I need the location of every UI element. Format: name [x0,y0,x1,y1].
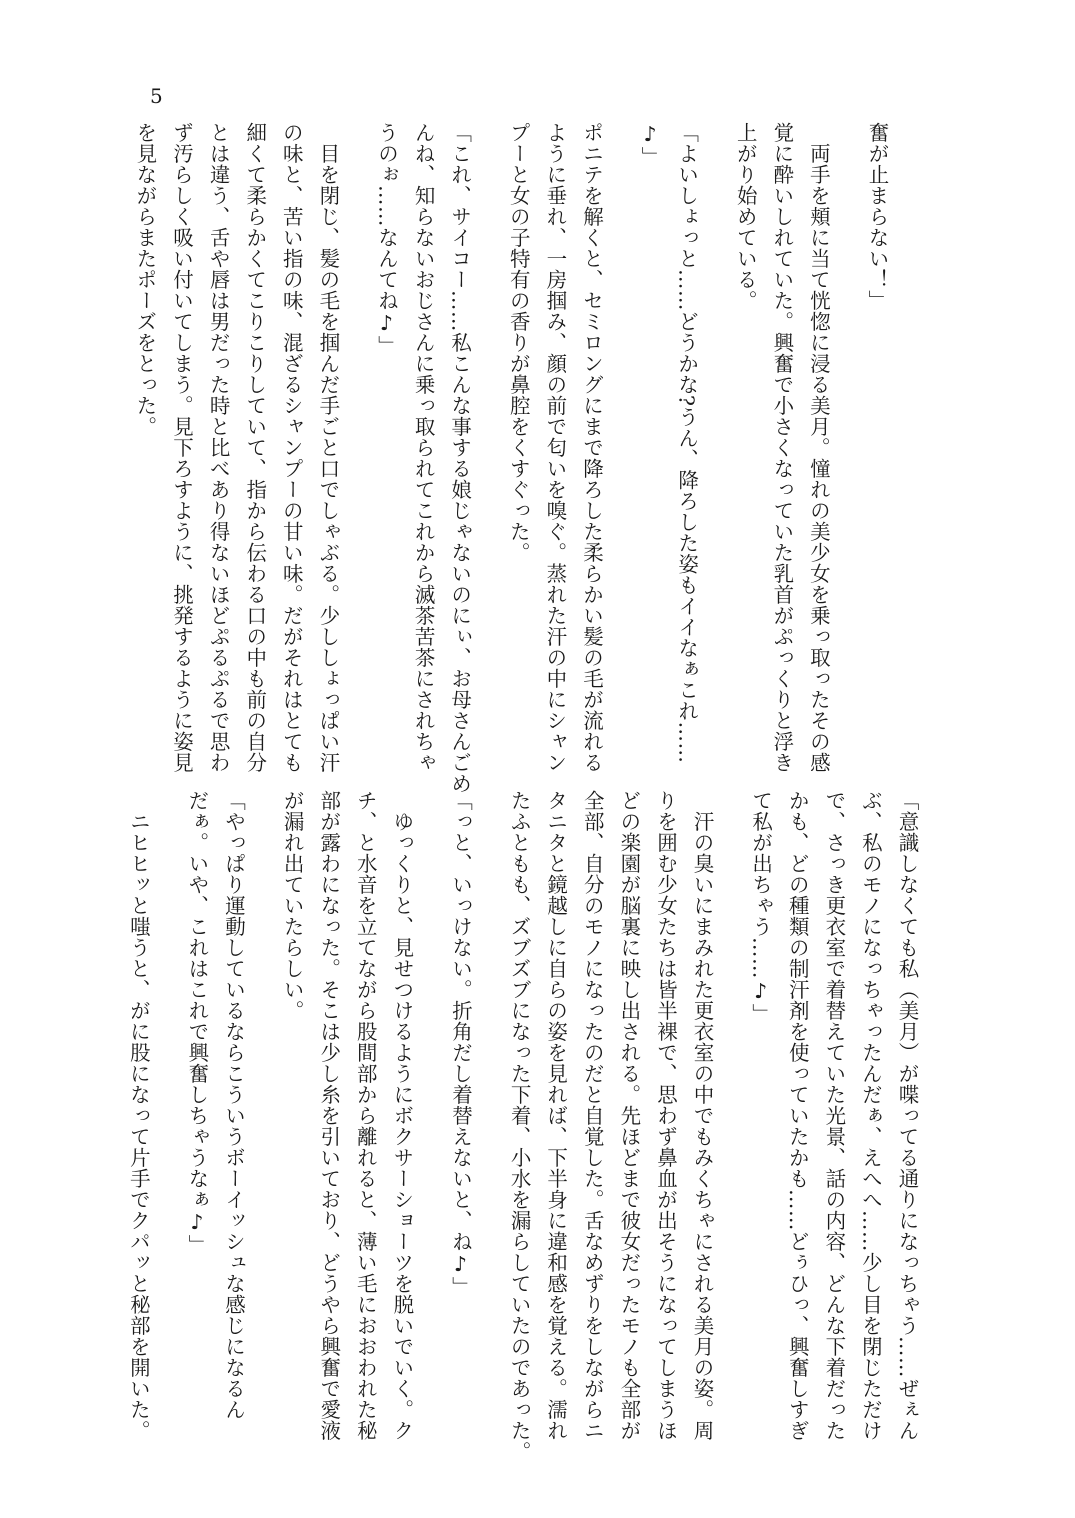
text-line: 「っと、いっけない。折角だし着替えないと、ね♪」 [448,790,473,1298]
paragraph-gap [609,122,631,744]
text-line: 「よいしょっと……どうかな?うん、降ろした姿もイイなぁこれ…… [674,122,699,764]
text-line: たふともも、ズブズブになった下着、小水を漏らしていたのであった。 [507,790,532,1462]
text-line: うのぉ……なんてね♪」 [374,122,399,357]
text-line: て私が出ちゃう……♪」 [748,790,773,1025]
text-line: が漏れ出ていたらしい。 [280,790,305,1021]
text-line: プーと女の子特有の香りが鼻腔をくすぐった。 [506,122,531,563]
text-line: 覚に酔いしれていた。興奮で小さくなっていた乳首がぷっくりと浮き [769,122,794,773]
text-line: ゆっくりと、見せつけるようにボクサーショーツを脱いでいく。ク [389,790,414,1441]
text-line: 汗の臭いにまみれた更衣室の中でもみくちゃにされる美月の姿。周 [690,790,715,1441]
text-line: 「やっぱり運動しているならこういうボーイッシュな感じになるん [221,790,246,1420]
paragraph-gap [836,122,858,744]
text-line: で、さっき更衣室で着替えていた光景、話の内容、どんな下着だった [821,790,846,1441]
paragraph-gap [478,790,500,1430]
text-block-top [132,122,895,794]
text-line: 部が露わになった。そこは少し糸を引いており、どうやら興奮で愛液 [316,790,341,1441]
text-line: を見ながらまたポーズをとった。 [132,122,157,437]
text-line: 「これ、サイコー……私こんな事する娘じゃないのにぃ、お母さんごめ [447,122,472,794]
paragraph-gap [478,122,500,744]
text-line: 細くて柔らかくてこりこりしていて、指から伝わる口の中も前の自分 [242,122,267,773]
text-line: んね、知らないおじさんに乗っ取られてこれから滅茶苦茶にされちゃ [411,122,436,773]
text-line: ように垂れ、一房掴み、顔の前で匂いを嗅ぐ。蒸れた汗の中にシャン [542,122,567,773]
text-line: 全部、自分のモノになったのだと自覚した。舌なめずりをしながらニ [580,790,605,1441]
paragraph-gap [705,122,727,744]
text-line: 両手を頬に当て恍惚に浸る美月。憧れの美少女を乗っ取ったその感 [806,122,831,773]
text-line: タニタと鏡越しに自らの姿を見れば、下半身に違和感を覚える。濡れ [543,790,568,1441]
text-line: りを囲む少女たちは皆半裸で、思わず鼻血が出そうになってしまうほ [653,790,678,1441]
text-line: 目を閉じ、髪の毛を掴んだ手ごと口でしゃぶる。少ししょっぱい汗 [315,122,340,773]
paragraph-gap [156,790,178,1430]
page-number: 5 [150,84,163,108]
text-line: ニヒヒッと嗤うと、がに股になって片手でクパッと秘部を開いた。 [126,790,151,1441]
text-line: ♪」 [638,122,663,168]
text-line: 奮が止まらない！」 [865,122,889,311]
text-line: かも、どの種類の制汗剤を使っていたかも……どぅひっ、興奮しすぎ [785,790,810,1441]
text-line: ぶ、私のモノになっちゃったんだぁ、えへへ……少し目を閉じただけ [858,790,883,1441]
paragraph-gap [252,790,274,1430]
text-line: 「意識しなくても私（美月）が喋ってる通りになっちゃう……ぜぇん [895,790,919,1441]
text-line: チ、と水音を立てながら股間部から離れると、薄い毛におおわれた秘 [353,790,378,1441]
text-line: ず汚らしく吸い付いてしまう。見下ろすように、挑発するように姿見 [169,122,194,773]
paragraph-gap [346,122,368,744]
text-line: ポニテを解くと、セミロングにまで降ろした柔らかい髪の毛が流れる [579,122,604,773]
text-line: 上がり始めている。 [733,122,758,311]
text-line: だぁ。いや、これはこれで興奮しちゃうなぁ♪」 [184,790,209,1256]
text-line: どの楽園が脳裏に映し出される。先ほどまで彼女だったモノも全部が [616,790,641,1441]
paragraph-gap [420,790,442,1430]
text-line: の味と、苦い指の味、混ざるシャンプーの甘い味。だがそれはとても [279,122,304,773]
text-block-bottom [126,790,925,1462]
paragraph-gap [720,790,742,1430]
text-line: とは違う、舌や唇は男だった時と比べあり得ないほどぷるぷるで思わ [206,122,231,773]
